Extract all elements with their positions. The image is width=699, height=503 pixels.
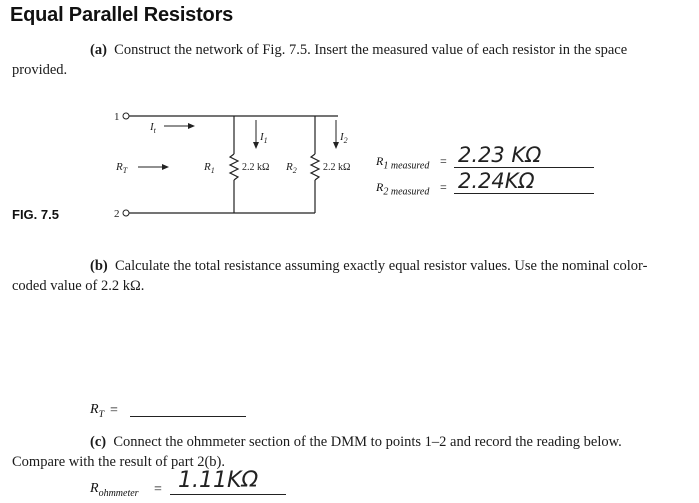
r2-measured-label: $R_{2 measured}$ (376, 180, 430, 198)
part-c-answer-label: $R_{ohmmeter}$ (90, 481, 139, 499)
terminal-1-node (123, 113, 129, 119)
current-it-arrowhead (188, 123, 195, 129)
terminal-2-label: 2 (114, 208, 120, 220)
part-c-paragraph (12, 432, 652, 472)
part-b-equals: = (110, 403, 118, 418)
rt-arrowhead (162, 164, 169, 170)
page-title: Equal Parallel Resistors (10, 4, 234, 26)
part-b-answer-label: $R_T$ (90, 402, 105, 420)
r1-measured-answer-line (454, 145, 594, 168)
part-a-paragraph (12, 40, 652, 80)
r2-measured-answer-line (454, 171, 594, 194)
r1-label: $R_1$ (204, 161, 215, 175)
terminal-2-node (123, 210, 129, 216)
current-i1-arrowhead (253, 142, 259, 149)
part-c-label: (c) (90, 434, 107, 450)
r2-label: $R_2$ (286, 161, 297, 175)
r1-resistor (230, 154, 238, 180)
r2-measured-equals: = (440, 180, 447, 194)
part-c-equals: = (154, 482, 162, 497)
part-c-answer-line (170, 468, 286, 495)
r2-resistor (311, 154, 319, 180)
part-a-label: (a) (90, 42, 107, 58)
terminal-1-label: 1 (114, 111, 120, 123)
figure-label: FIG. 7.5 (12, 207, 59, 222)
part-b-label: (b) (90, 258, 108, 274)
current-i1-label: $I_1$ (260, 131, 268, 145)
part-b-paragraph (12, 256, 652, 296)
part-b-answer-line (130, 398, 246, 417)
part-c-text: Connect the ohmmeter section of the DMM to points 1–2 and record the reading below. Compare with the result of part 2(b). (12, 434, 622, 470)
r1-measured-value: 2.23 KΩ (458, 143, 542, 167)
part-b-text: Calculate the total resistance assuming exactly equal resistor values. Use the nominal color-coded value of 2.2 kΩ. (12, 258, 648, 294)
r1-measured-equals: = (440, 154, 447, 168)
part-a-text: Construct the network of Fig. 7.5. Insert the measured value of each resistor in the space provided. (12, 42, 628, 78)
r2-measured-value: 2.24KΩ (458, 169, 535, 193)
current-i2-label: $I_2$ (340, 131, 348, 145)
r2-value: 2.2 kΩ (323, 162, 351, 173)
current-i2-arrowhead (333, 142, 339, 149)
part-c-answer-value: 1.11KΩ (178, 468, 259, 493)
r1-value: 2.2 kΩ (242, 162, 270, 173)
current-it-label: $I_t$ (150, 121, 156, 135)
r1-measured-label: $R_{1 measured}$ (376, 154, 430, 172)
rt-label: $R_T$ (116, 161, 128, 175)
